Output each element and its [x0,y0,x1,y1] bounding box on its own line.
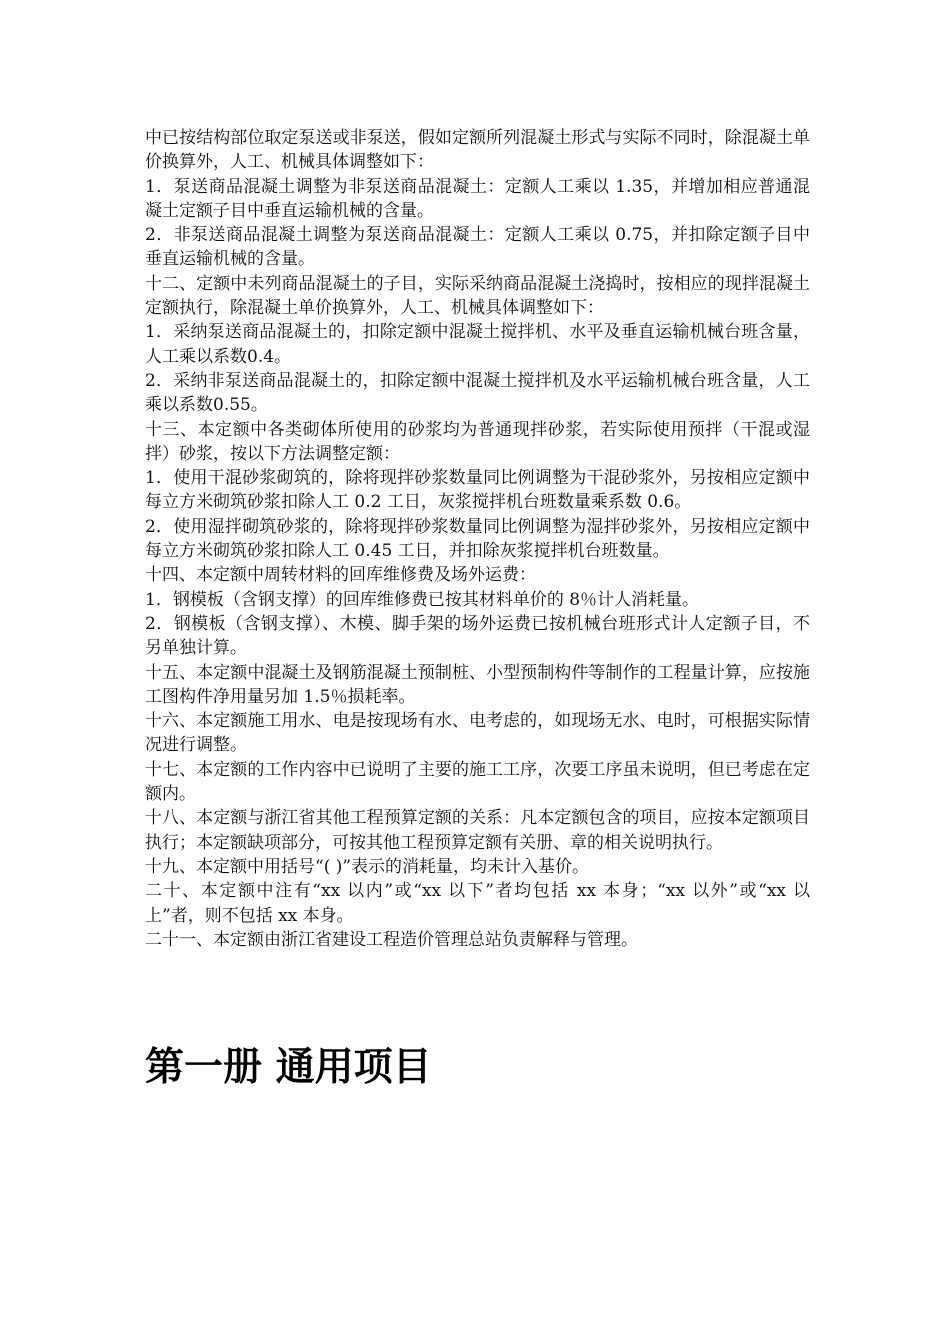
paragraph: 中已按结构部位取定泵送或非泵送，假如定额所列混凝土形式与实际不同时，除混凝土单价换算外，人工、机械具体调整如下： [145,128,810,173]
paragraph: 十七、本定额的工作内容中已说明了主要的施工工序，次要工序虽未说明，但已考虑在定额内。 [145,759,810,805]
paragraph: 1．钢模板（含钢支撑）的回库维修费已按其材料单价的 8％计人消耗量。 [145,589,700,610]
paragraph: 十三、本定额中各类砌体所使用的砂浆均为普通现拌砂浆，若实际使用预拌（干混或湿拌）砂浆，按以下方法调整定额： [145,419,810,464]
paragraph: 十四、本定额中周转材料的回库维修费及场外运费： [145,565,536,586]
paragraph: 1．泵送商品混凝土调整为非泵送商品混凝土：定额人工乘以 1.35，并增加相应普通混凝土定额子目中垂直运输机械的含量。 [145,176,810,221]
paragraph: 二十、本定额中注有“xx 以内”或“xx 以下”者均包括 xx 本身；“xx 以外”或“xx 以上”者，则不包括 xx 本身。 [145,881,810,926]
paragraph: 十八、本定额与浙江省其他工程预算定额的关系：凡本定额包含的项目，应按本定额项目执行；本定额缺项部分，可按其他工程预算定额有关册、章的相关说明执行。 [145,808,810,853]
section-heading: 第一册 通用项目 [145,1045,432,1090]
paragraph: 2．钢模板（含钢支撑）、木模、脚手架的场外运费已按机械台班形式计人定额子目，不另单独计算。 [145,613,810,659]
paragraph: 2．使用湿拌砌筑砂浆的，除将现拌砂浆数量同比例调整为湿拌砂浆外，另按相应定额中每立方米砌筑砂浆扣除人工 0.45 工日，并扣除灰浆搅拌机台班数量。 [145,516,810,562]
paragraph: 十二、定额中未列商品混凝土的子目，实际采纳商品混凝土浇捣时，按相应的现拌混凝土定额执行，除混凝土单价换算外，人工、机械具体调整如下： [145,273,810,319]
paragraph: 十九、本定额中用括号“( )”表示的消耗量，均未计入基价。 [145,856,590,877]
paragraph: 二十一、本定额由浙江省建设工程造价管理总站负责解释与管理。 [145,929,638,950]
body-text [145,126,810,952]
paragraph: 1．采纳泵送商品混凝土的，扣除定额中混凝土搅拌机、水平及垂直运输机械台班含量，人工乘以系数0.4。 [145,322,810,367]
paragraph: 十六、本定额施工用水、电是按现场有水、电考虑的，如现场无水、电时，可根据实际情况进行调整。 [145,711,810,756]
paragraph: 1．使用干混砂浆砌筑的，除将现拌砂浆数量同比例调整为干混砂浆外，另按相应定额中每立方米砌筑砂浆扣除人工 0.2 工日，灰浆搅拌机台班数量乘系数 0.6。 [145,468,810,513]
paragraph: 2．非泵送商品混凝土调整为泵送商品混凝土：定额人工乘以 0.75，并扣除定额子目中垂直运输机械的含量。 [145,225,810,270]
paragraph: 2．采纳非泵送商品混凝土的，扣除定额中混凝土搅拌机及水平运输机械台班含量，人工乘以系数0.55。 [145,370,810,416]
paragraph: 十五、本定额中混凝土及钢筋混凝土预制桩、小型预制构件等制作的工程量计算，应按施工图构件净用量另加 1.5％损耗率。 [145,662,810,707]
